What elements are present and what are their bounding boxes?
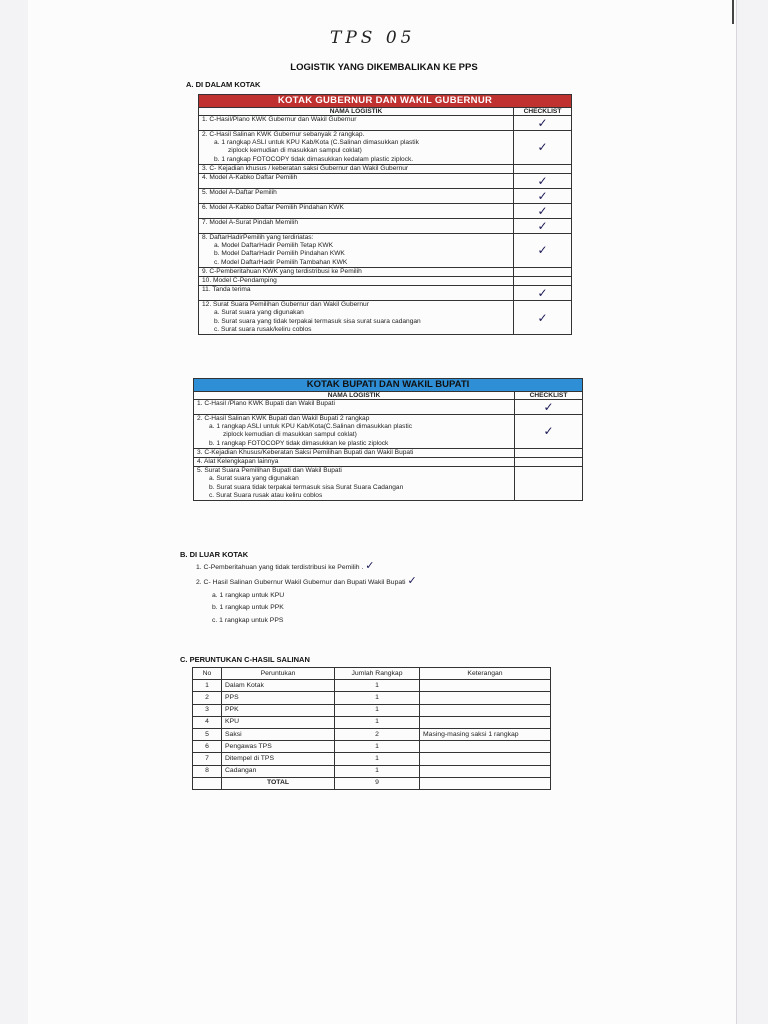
table-cell: 1 <box>335 704 420 716</box>
gubernur-item-cell <box>199 267 514 276</box>
gubernur-col-check: CHECKLIST <box>514 108 572 116</box>
edge-mark <box>732 0 734 24</box>
table-row <box>193 753 551 765</box>
section-b-list <box>196 560 417 628</box>
table-cell: 4 <box>193 716 222 728</box>
bupati-row <box>194 467 583 501</box>
table-row <box>193 680 551 692</box>
check-mark-icon: ✓ <box>515 415 583 449</box>
gubernur-col-name: NAMA LOGISTIK <box>199 108 514 116</box>
list-item: c. 1 rangkap untuk PPS <box>212 617 284 625</box>
check-mark-icon: ✓ <box>515 400 583 415</box>
bupati-item-cell <box>194 467 515 501</box>
item-line: 4. Model A-Kabko Daftar Pemilih <box>202 174 298 182</box>
bupati-item-cell <box>194 415 515 449</box>
table-cell <box>420 680 551 692</box>
gubernur-row <box>199 164 572 173</box>
check-mark-icon: ✓ <box>407 574 417 587</box>
gubernur-row <box>199 277 572 286</box>
item-line: 3. C-Kejadian Khusus/Keberatan Saksi Pemilihan Bupati dan Wakil Bupati <box>197 448 414 456</box>
item-line: b. 1 rangkap FOTOCOPY tidak dimasukkan kedalam plastic ziplock. <box>214 155 414 163</box>
item-line: b. Model DaftarHadir Pemilih Pindahan KWK <box>214 250 345 258</box>
gubernur-row <box>199 174 572 189</box>
bupati-row <box>194 400 583 415</box>
bupati-table <box>193 378 583 501</box>
gubernur-item-cell <box>199 164 514 173</box>
table-cell: Dalam Kotak <box>222 680 335 692</box>
table-cell: Masing-masing saksi 1 rangkap <box>420 728 551 740</box>
bupati-col-name: NAMA LOGISTIK <box>194 392 515 400</box>
table-cell: KPU <box>222 716 335 728</box>
item-line: b. Surat suara tidak terpakai termasuk sisa Surat Suara Cadangan <box>209 483 404 491</box>
check-mark-icon: ✓ <box>514 204 572 219</box>
check-mark-icon: ✓ <box>514 301 572 335</box>
table-cell <box>420 753 551 765</box>
total-value: 9 <box>335 777 420 789</box>
col-header: Jumlah Rangkap <box>335 668 420 680</box>
table-row <box>193 728 551 740</box>
item-line: 7. Model A-Surat Pindah Memilih <box>202 219 299 227</box>
check-mark-icon <box>515 467 583 501</box>
table-cell: 1 <box>335 680 420 692</box>
item-line: c. Model DaftarHadir Pemilih Tambahan KWK <box>214 258 348 266</box>
table-cell: 1 <box>335 753 420 765</box>
bupati-row <box>194 448 583 457</box>
gubernur-item-cell <box>199 301 514 335</box>
item-line: b. Surat suara yang tidak terpakai termasuk sisa surat suara cadangan <box>214 317 421 325</box>
table-cell: Cadangan <box>222 765 335 777</box>
gubernur-row <box>199 116 572 131</box>
gubernur-item-cell <box>199 131 514 165</box>
table-cell: 1 <box>335 716 420 728</box>
col-header: Keterangan <box>420 668 551 680</box>
table-cell <box>420 716 551 728</box>
bupati-item-cell <box>194 448 515 457</box>
check-mark-icon: ✓ <box>365 560 375 572</box>
table-cell: 1 <box>335 741 420 753</box>
table-cell: 3 <box>193 704 222 716</box>
table-cell: Pengawas TPS <box>222 741 335 753</box>
table-cell: PPS <box>222 692 335 704</box>
gubernur-item-cell <box>199 286 514 301</box>
item-line: 5. Surat Suara Pemilihan Bupati dan Wakil Bupati <box>197 467 342 475</box>
col-header: No <box>193 668 222 680</box>
item-line: c. Surat Suara rusak atau keliru coblos <box>209 491 323 499</box>
col-header: Peruntukan <box>222 668 335 680</box>
table-row <box>193 692 551 704</box>
table-cell <box>420 741 551 753</box>
section-b-label: B. DI LUAR KOTAK <box>180 550 249 559</box>
item-line: ziplock kemudian di masukkan sampul coklat) <box>228 147 362 155</box>
table-cell <box>420 704 551 716</box>
item-line: ziplock kemudian di masukkan sampul coklat) <box>223 431 357 439</box>
bupati-item-cell <box>194 400 515 415</box>
item-line: b. 1 rangkap FOTOCOPY tidak dimasukkan ke plastic ziplock <box>209 439 389 447</box>
gubernur-item-cell <box>199 234 514 268</box>
table-row <box>193 704 551 716</box>
check-mark-icon: ✓ <box>514 174 572 189</box>
gubernur-row <box>199 267 572 276</box>
check-mark-icon: ✓ <box>514 286 572 301</box>
table-cell: 2 <box>193 692 222 704</box>
check-mark-icon <box>514 267 572 276</box>
gubernur-item-cell <box>199 277 514 286</box>
table-cell <box>420 765 551 777</box>
list-item: b. 1 rangkap untuk PPK <box>212 604 284 612</box>
section-c-label: C. PERUNTUKAN C-HASIL SALINAN <box>180 655 310 664</box>
gubernur-table-title: KOTAK GUBERNUR DAN WAKIL GUBERNUR <box>199 95 572 108</box>
check-mark-icon: ✓ <box>514 131 572 165</box>
check-mark-icon: ✓ <box>514 189 572 204</box>
check-mark-icon <box>514 277 572 286</box>
gubernur-item-cell <box>199 204 514 219</box>
table-cell: Saksi <box>222 728 335 740</box>
bupati-row <box>194 415 583 449</box>
section-a-label: A. DI DALAM KOTAK <box>186 80 261 89</box>
table-cell <box>420 692 551 704</box>
check-mark-icon: ✓ <box>514 116 572 131</box>
table-row <box>193 716 551 728</box>
table-cell: 7 <box>193 753 222 765</box>
gubernur-item-cell <box>199 116 514 131</box>
item-line: 2. C-Hasil Salinan KWK Gubernur sebanyak 2 rangkap. <box>202 131 365 138</box>
table-row <box>193 765 551 777</box>
item-line: 8. DaftarHadirPemilih yang terdiriatas: <box>202 234 314 242</box>
check-mark-icon: ✓ <box>514 234 572 268</box>
list-item: 2. C- Hasil Salinan Gubernur Wakil Gubernur dan Bupati Wakil Bupati ✓ <box>196 574 417 587</box>
item-line: 12. Surat Suara Pemilihan Gubernur dan Wakil Gubernur <box>202 301 369 309</box>
gubernur-table <box>198 94 572 335</box>
table-cell: Ditempel di TPS <box>222 753 335 765</box>
item-line: 4. Alat Kelengkapan lainnya <box>197 458 279 466</box>
table-cell: PPK <box>222 704 335 716</box>
gubernur-row <box>199 204 572 219</box>
list-item: 1. C-Pemberitahuan yang tidak terdistribusi ke Pemilih . ✓ <box>196 560 375 572</box>
table-cell: 1 <box>193 680 222 692</box>
gubernur-row <box>199 219 572 234</box>
list-item: a. 1 rangkap untuk KPU <box>212 591 285 599</box>
bupati-row <box>194 458 583 467</box>
gubernur-row <box>199 189 572 204</box>
total-label: TOTAL <box>222 777 335 789</box>
gubernur-row <box>199 286 572 301</box>
table-cell: 5 <box>193 728 222 740</box>
item-line: a. 1 rangkap ASLI untuk KPU Kab/Kota(C.Salinan dimasukkan plastic <box>209 423 413 431</box>
table-cell: 1 <box>335 692 420 704</box>
bupati-table-title: KOTAK BUPATI DAN WAKIL BUPATI <box>194 379 583 392</box>
item-line: 11. Tanda terima <box>202 286 251 294</box>
gubernur-item-cell <box>199 174 514 189</box>
item-line: 1. C-Hasil /Plano KWK Bupati dan Wakil Bupati <box>197 400 335 407</box>
item-line: a. Surat suara yang digunakan <box>209 475 299 483</box>
gubernur-row <box>199 131 572 165</box>
check-mark-icon <box>515 458 583 467</box>
table-cell: 1 <box>335 765 420 777</box>
gubernur-item-cell <box>199 189 514 204</box>
gubernur-row <box>199 301 572 335</box>
item-line: a. 1 rangkap ASLI untuk KPU Kab/Kota (C.Salinan dimasukkan plastik <box>214 139 419 147</box>
item-line: a. Surat suara yang digunakan <box>214 309 304 317</box>
page-title: LOGISTIK YANG DIKEMBALIKAN KE PPS <box>290 62 478 73</box>
check-mark-icon <box>514 164 572 173</box>
item-line: 6. Model A-Kabko Daftar Pemilih Pindahan KWK <box>202 204 344 212</box>
bupati-item-cell <box>194 458 515 467</box>
check-mark-icon: ✓ <box>514 219 572 234</box>
item-line: 2. C-Hasil Salinan KWK Bupati dan Wakil Bupati 2 rangkap <box>197 415 370 422</box>
item-line: 3. C- Kejadian khusus / keberatan saksi Gubernur dan Wakil Gubernur <box>202 164 409 172</box>
table-cell: 2 <box>335 728 420 740</box>
handwritten-tps-label: TPS 05 <box>330 28 416 48</box>
table-cell: 8 <box>193 765 222 777</box>
item-line: c. Surat suara rusak/keliru coblos <box>214 325 312 333</box>
table-row <box>193 741 551 753</box>
table-cell: 6 <box>193 741 222 753</box>
item-line: 9. C-Pemberitahuan KWK yang terdistribusi ke Pemilih <box>202 267 362 275</box>
check-mark-icon <box>515 448 583 457</box>
peruntukan-table <box>192 667 551 790</box>
bupati-col-check: CHECKLIST <box>515 392 583 400</box>
item-line: 1. C-Hasil/Plano KWK Gubernur dan Wakil Gubernur <box>202 116 357 123</box>
item-line: 5. Model A-Daftar Pemilih <box>202 189 277 197</box>
gubernur-item-cell <box>199 219 514 234</box>
item-line: a. Model DaftarHadir Pemilih Tetap KWK <box>214 242 333 250</box>
item-line: 10. Model C-Pendamping <box>202 277 277 285</box>
gubernur-row <box>199 234 572 268</box>
